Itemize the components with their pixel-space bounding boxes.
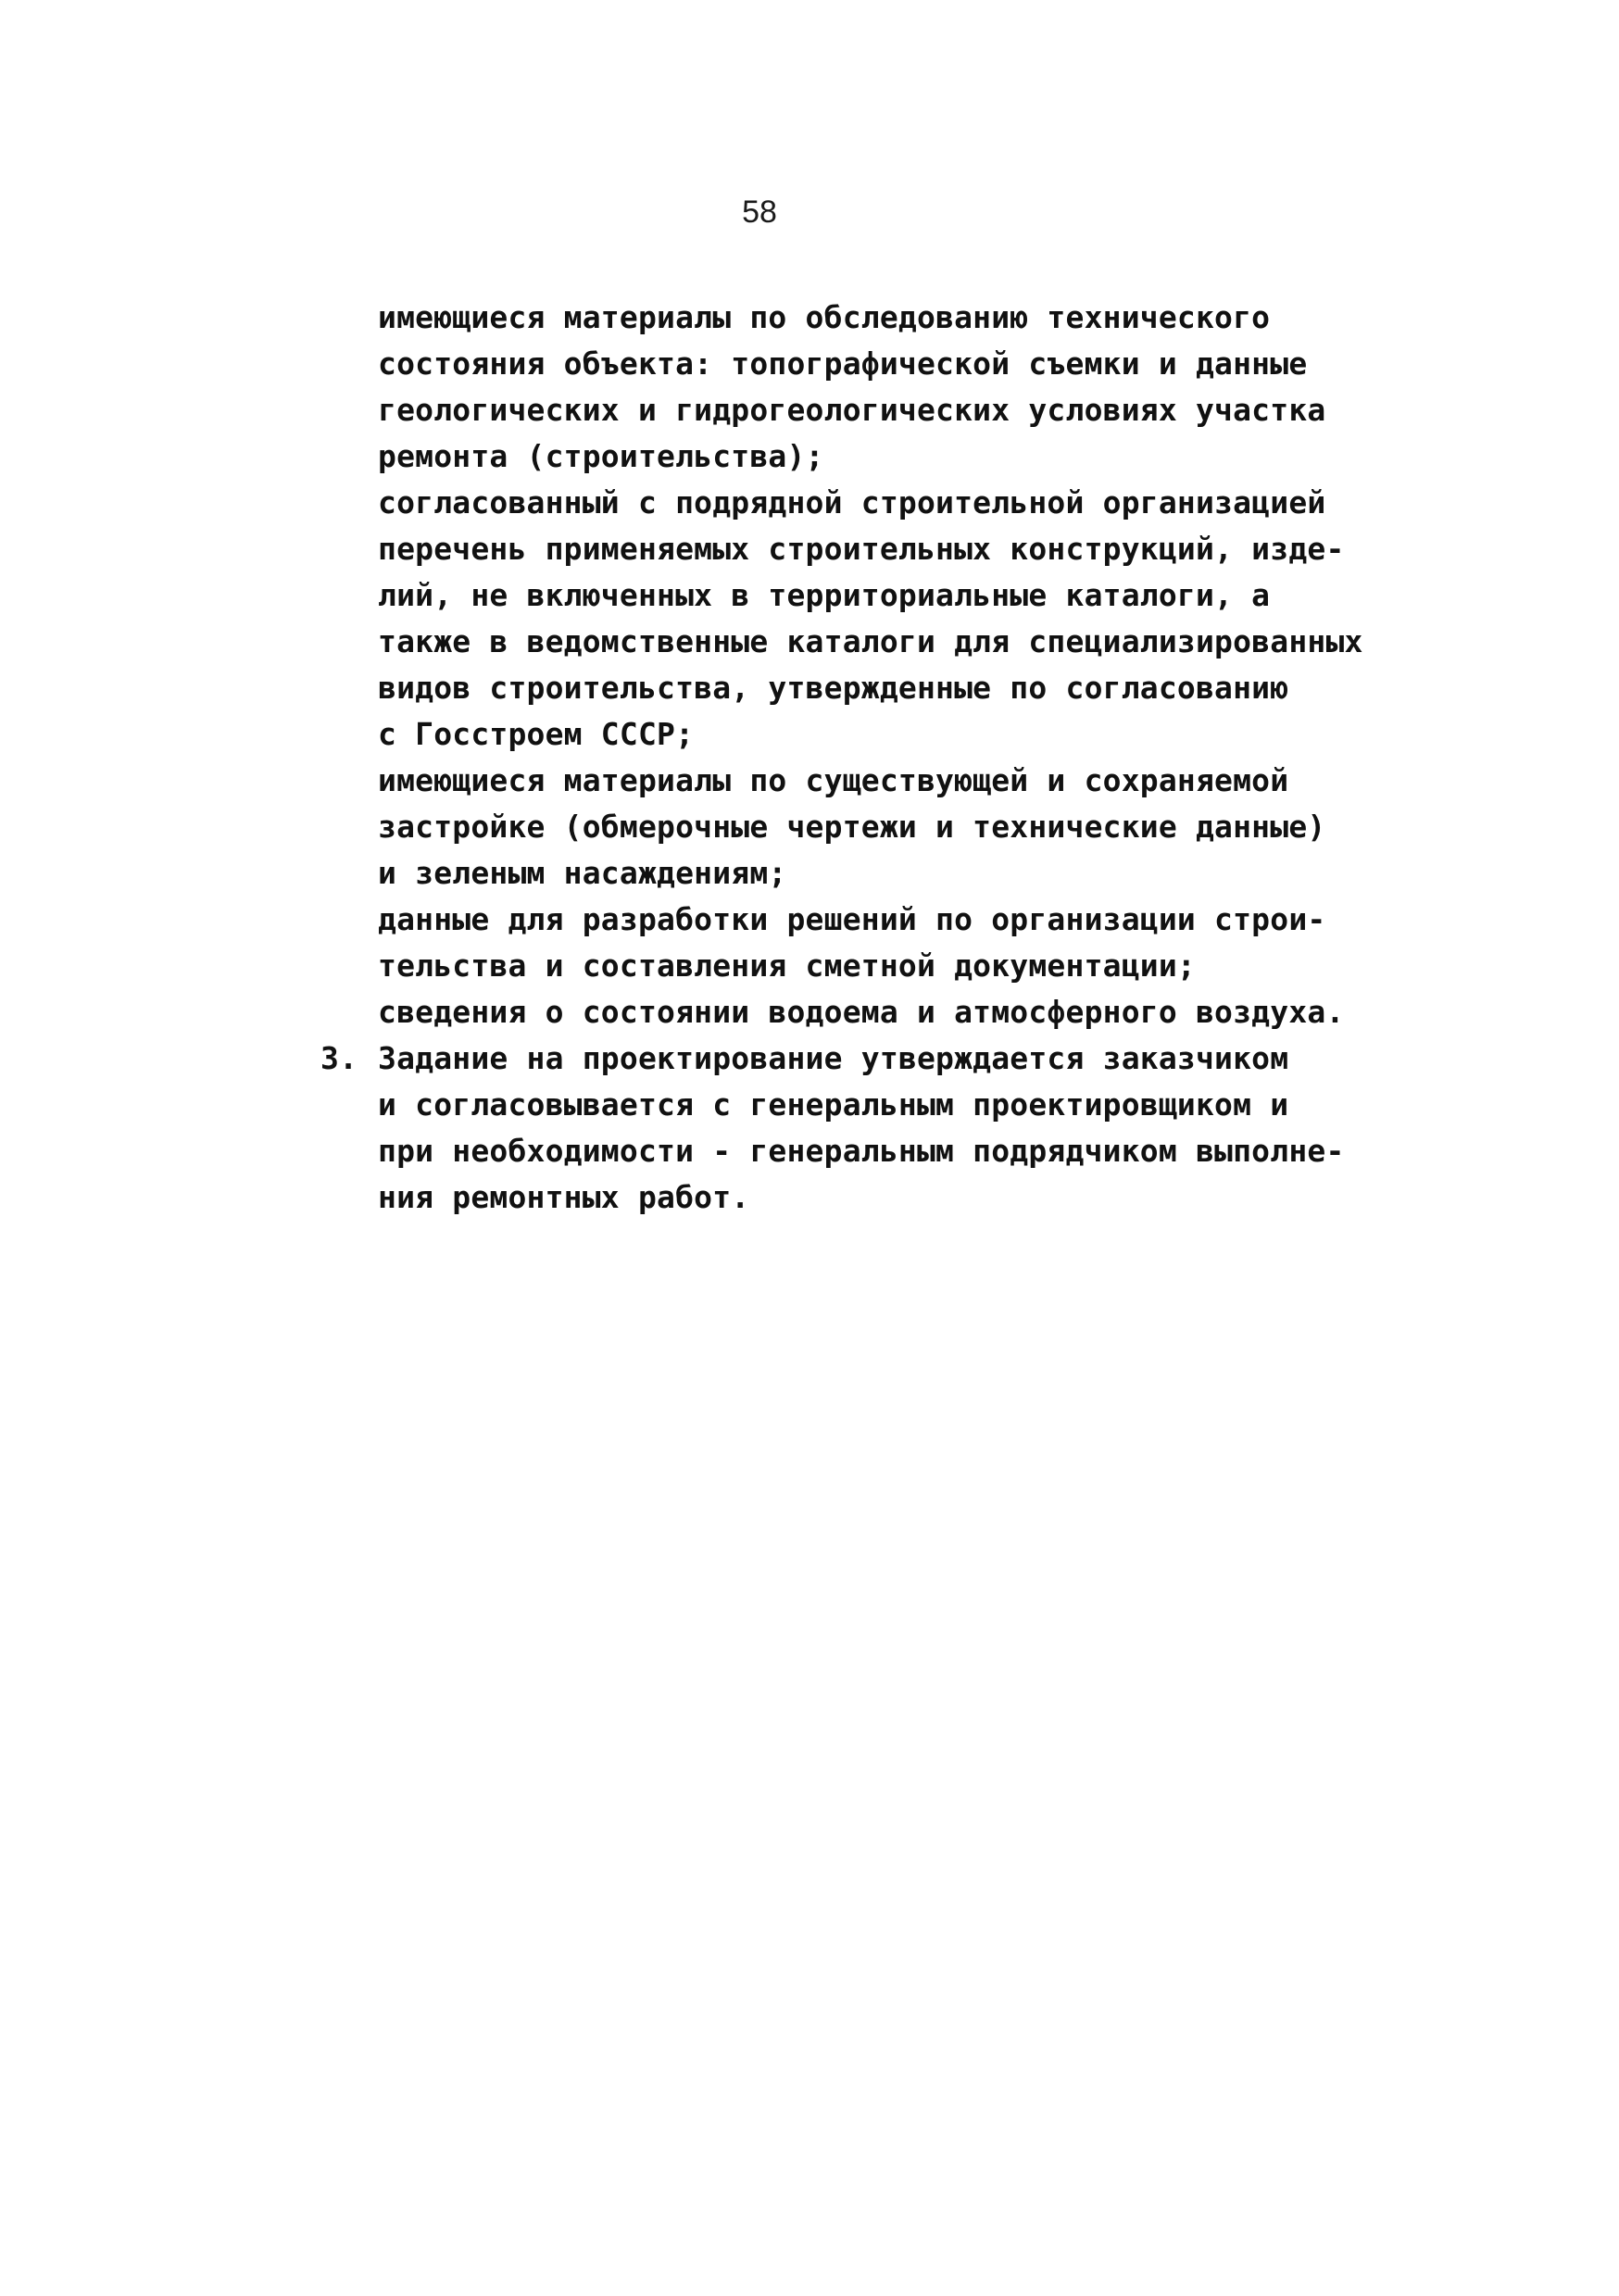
text-line: и согласовывается с генеральным проектировщиком и <box>378 1086 1289 1123</box>
text-line: и зеленым насаждениям; <box>378 855 787 891</box>
text-line: с Госстроем СССР; <box>378 716 695 752</box>
text-line: сведения о состоянии водоема и атмосферного воздуха. <box>378 994 1345 1030</box>
text-line: застройке (обмерочные чертежи и технические данные) <box>378 809 1326 845</box>
text-line: тельства и составления сметной документации; <box>378 947 1196 984</box>
text-line: ремонта (строительства); <box>378 438 824 474</box>
text-line: имеющиеся материалы по обследованию технического <box>378 299 1271 335</box>
body-text <box>320 295 1397 1221</box>
page-number: 58 <box>742 194 777 230</box>
text-line: имеющиеся материалы по существующей и сохраняемой <box>378 762 1289 798</box>
text-line: видов строительства, утвержденные по согласованию <box>378 670 1289 706</box>
text-line: перечень применяемых строительных конструкций, изде- <box>378 531 1345 567</box>
text-line: согласованный с подрядной строительной организацией <box>378 484 1326 521</box>
text-line: также в ведомственные каталоги для специализированных <box>378 623 1363 659</box>
text-line: состояния объекта: топографической съемки и данные <box>378 345 1308 382</box>
text-line: при необходимости - генеральным подрядчиком выполне- <box>378 1133 1345 1169</box>
text-line: лий, не включенных в территориальные каталоги, а <box>378 577 1271 613</box>
text-line: геологических и гидрогеологических условиях участка <box>378 392 1326 428</box>
text-line: данные для разработки решений по организации строи- <box>378 901 1326 937</box>
text-line: ния ремонтных работ. <box>378 1179 750 1215</box>
item-number: 3. <box>320 1040 358 1076</box>
numbered-item-3 <box>320 1035 1397 1221</box>
text-line: Задание на проектирование утверждается заказчиком <box>378 1040 1289 1076</box>
